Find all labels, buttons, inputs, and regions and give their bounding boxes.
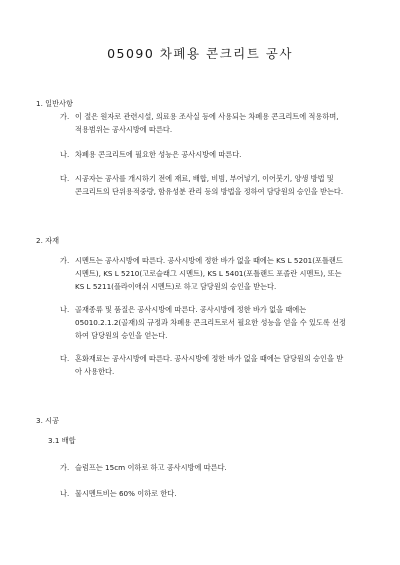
item-line: 05010.2.1.2(골재)의 규정과 차폐용 콘크리트로서 필요한 성능을 얻을 수 있도록 선정 — [75, 318, 346, 328]
item-label: 가. — [60, 112, 70, 121]
item-line: 콘크리트의 단위용적중량, 함유성분 관리 등의 방법을 정하여 담당원의 승인을 받는다. — [75, 187, 344, 197]
item-line: 하여 담당원의 승인을 얻는다. — [75, 331, 168, 341]
item-line: 슬럼프는 15cm 이하로 하고 공사시방에 따른다. — [75, 463, 227, 472]
item-line: 물시멘트비는 60% 이하로 한다. — [75, 489, 177, 498]
item-line: 시공자는 공사를 개시하기 전에 재료, 배합, 비빔, 부어넣기, 이어붓기, 양생 방법 및 — [75, 174, 334, 183]
item-label: 가. — [60, 256, 70, 265]
item-line: 아 사용한다. — [75, 367, 115, 377]
section-heading-materials: 2. 자재 — [36, 236, 60, 245]
item-line: 시멘트는 공사시방에 따른다. 공사시방에 정한 바가 없을 때에는 KS L 5201(포틀랜드 — [75, 256, 343, 265]
item-line: 골재종류 및 품질은 공사시방에 따른다. 공사시방에 정한 바가 없을 때에는 — [75, 305, 307, 314]
item-text — [75, 352, 375, 378]
item-label: 다. — [60, 354, 70, 363]
subsection-heading-mix: 3.1 배합 — [48, 436, 76, 445]
section-heading-general: 1. 일반사항 — [36, 99, 73, 108]
page-title: 05090 차폐용 콘크리트 공사 — [107, 46, 293, 61]
item-line: KS L 5211(플라이애쉬 시멘트)로 하고 담당원의 승인을 받는다. — [75, 282, 277, 292]
item-line: 적용범위는 공사시방에 따른다. — [75, 125, 173, 135]
item-label: 나. — [60, 305, 70, 314]
item-line: 시멘트), KS L 5210(고로슬래그 시멘트), KS L 5401(포틀랜드 포졸란 시멘트), 또는 — [75, 269, 342, 279]
item-text — [75, 487, 375, 500]
item-label: 다. — [60, 174, 70, 183]
section-heading-construction: 3. 시공 — [36, 416, 60, 425]
item-label: 나. — [60, 150, 70, 159]
item-line: 혼화재료는 공사시방에 따른다. 공사시방에 정한 바가 없을 때에는 담당원의 승인을 받 — [75, 354, 344, 363]
item-text — [75, 254, 375, 294]
item-line: 차폐용 콘크리트에 필요한 성능은 공사시방에 따른다. — [75, 150, 242, 159]
item-label: 나. — [60, 489, 70, 498]
item-text — [75, 110, 375, 136]
item-text — [75, 148, 375, 161]
item-text — [75, 303, 375, 343]
item-label: 가. — [60, 463, 70, 472]
item-line: 이 절은 원자로 관련시설, 의료용 조사실 등에 사용되는 차폐용 콘크리트에 적용하며, — [75, 112, 339, 121]
item-text — [75, 172, 375, 198]
item-text — [75, 461, 375, 474]
